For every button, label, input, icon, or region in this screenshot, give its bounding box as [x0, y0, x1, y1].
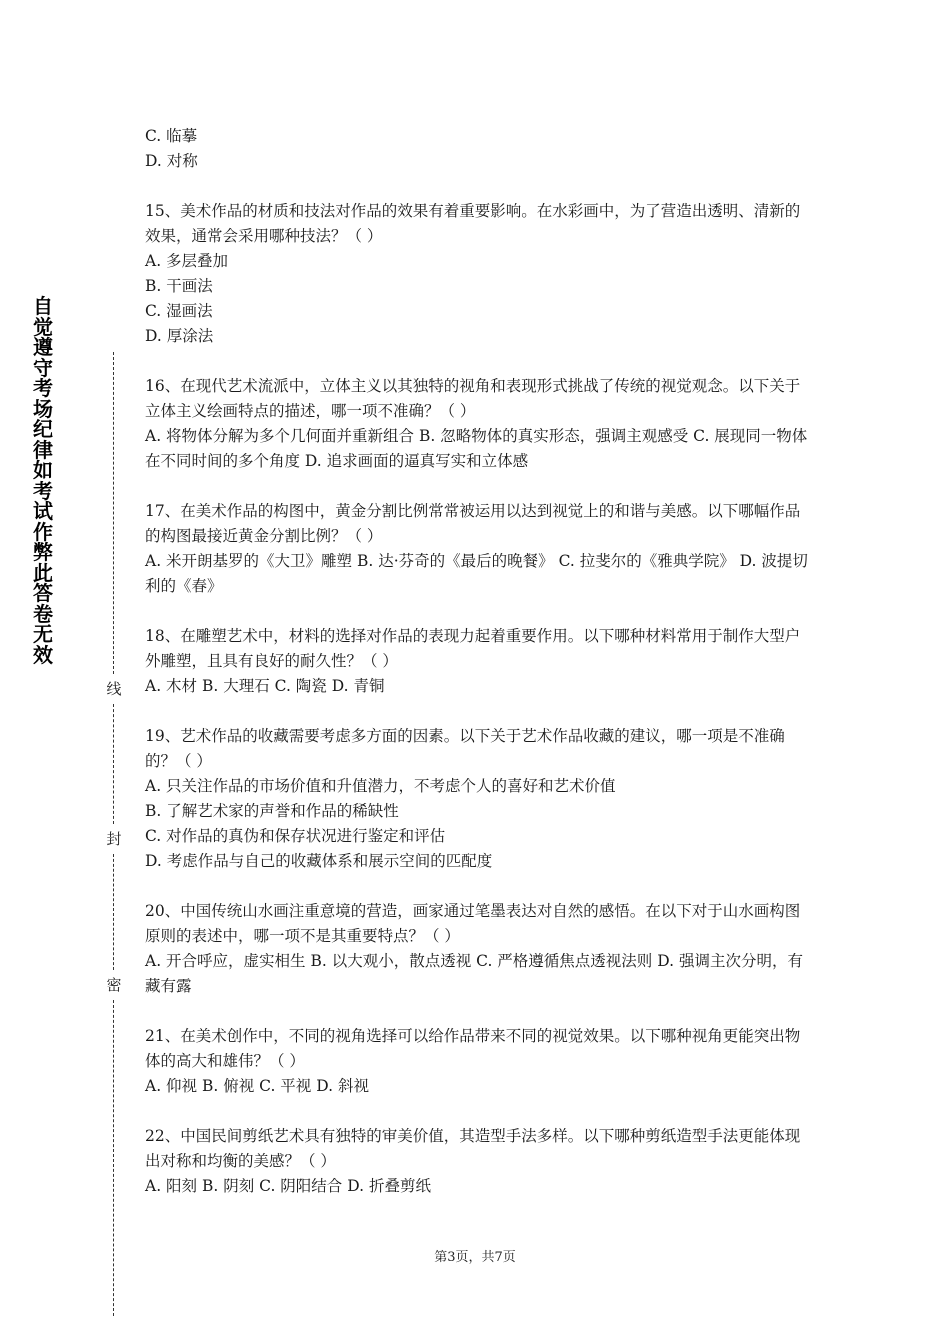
question-option: B. 了解艺术家的声誉和作品的稀缺性 [145, 802, 399, 820]
question-stem: 21、在美术创作中，不同的视角选择可以给作品带来不同的视觉效果。以下哪种视角更能突出物体的高大和雄伟？（ ） [145, 1027, 801, 1070]
question-block [145, 1024, 810, 1099]
binding-dashed-line [113, 854, 114, 970]
binding-label-mi: 密 [103, 976, 125, 994]
question-block [145, 724, 810, 874]
question-option: D. 对称 [145, 152, 198, 170]
binding-dashed-line [113, 704, 114, 824]
question-option: A. 开合呼应，虚实相生 B. 以大观小，散点透视 C. 严格遵循焦点透视法则 D. 强调主次分明，有藏有露 [145, 952, 803, 995]
question-stem: 18、在雕塑艺术中，材料的选择对作品的表现力起着重要作用。以下哪种材料常用于制作大型户外雕塑，且具有良好的耐久性？（ ） [145, 627, 801, 670]
question-option: D. 考虑作品与自己的收藏体系和展示空间的匹配度 [145, 852, 493, 870]
question-block [145, 124, 810, 174]
binding-label-xian: 线 [103, 680, 125, 698]
question-option: C. 对作品的真伪和保存状况进行鉴定和评估 [145, 827, 446, 845]
question-option: B. 干画法 [145, 277, 213, 295]
question-stem: 22、中国民间剪纸艺术具有独特的审美价值，其造型手法多样。以下哪种剪纸造型手法更能体现出对称和均衡的美感？（ ） [145, 1127, 801, 1170]
question-block [145, 199, 810, 349]
question-stem: 16、在现代艺术流派中，立体主义以其独特的视角和表现形式挑战了传统的视觉观念。以下关于立体主义绘画特点的描述，哪一项不准确？（ ） [145, 377, 801, 420]
question-option: A. 米开朗基罗的《大卫》雕塑 B. 达·芬奇的《最后的晚餐》 C. 拉斐尔的《雅典学院》 D. 波提切利的《春》 [145, 552, 808, 595]
page-number: 第3页，共7页 [434, 1250, 516, 1265]
question-stem: 20、中国传统山水画注重意境的营造，画家通过笔墨表达对自然的感悟。在以下对于山水画构图原则的表述中，哪一项不是其重要特点？（ ） [145, 902, 801, 945]
question-option: D. 厚涂法 [145, 327, 214, 345]
question-block [145, 899, 810, 999]
question-block [145, 499, 810, 599]
question-block [145, 624, 810, 699]
question-option: A. 阳刻 B. 阴刻 C. 阴阳结合 D. 折叠剪纸 [145, 1177, 431, 1195]
question-option: C. 湿画法 [145, 302, 213, 320]
question-stem: 19、艺术作品的收藏需要考虑多方面的因素。以下关于艺术作品收藏的建议，哪一项是不准确的？（ ） [145, 727, 785, 770]
question-option: A. 只关注作品的市场价值和升值潜力，不考虑个人的喜好和艺术价值 [145, 777, 616, 795]
binding-label-feng: 封 [103, 830, 125, 848]
question-option: A. 将物体分解为多个几何面并重新组合 B. 忽略物体的真实形态，强调主观感受 C. 展现同一物体在不同时间的多个角度 D. 追求画面的逼真写实和立体感 [145, 427, 808, 470]
question-option: A. 仰视 B. 俯视 C. 平视 D. 斜视 [145, 1077, 369, 1095]
question-option: A. 多层叠加 [145, 252, 229, 270]
question-option: A. 木材 B. 大理石 C. 陶瓷 D. 青铜 [145, 677, 385, 695]
exam-discipline-notice: 自觉遵守考场纪律如考试作弊此答卷无效 [33, 294, 53, 667]
binding-dashed-line [113, 1000, 114, 1316]
question-stem: 15、美术作品的材质和技法对作品的效果有着重要影响。在水彩画中，为了营造出透明、清新的效果，通常会采用哪种技法？（ ） [145, 202, 801, 245]
question-block [145, 374, 810, 474]
question-list [145, 124, 810, 1199]
question-block [145, 1124, 810, 1199]
binding-dashed-line [113, 352, 114, 674]
question-option: C. 临摹 [145, 127, 198, 145]
question-stem: 17、在美术作品的构图中，黄金分割比例常常被运用以达到视觉上的和谐与美感。以下哪幅作品的构图最接近黄金分割比例？（ ） [145, 502, 801, 545]
